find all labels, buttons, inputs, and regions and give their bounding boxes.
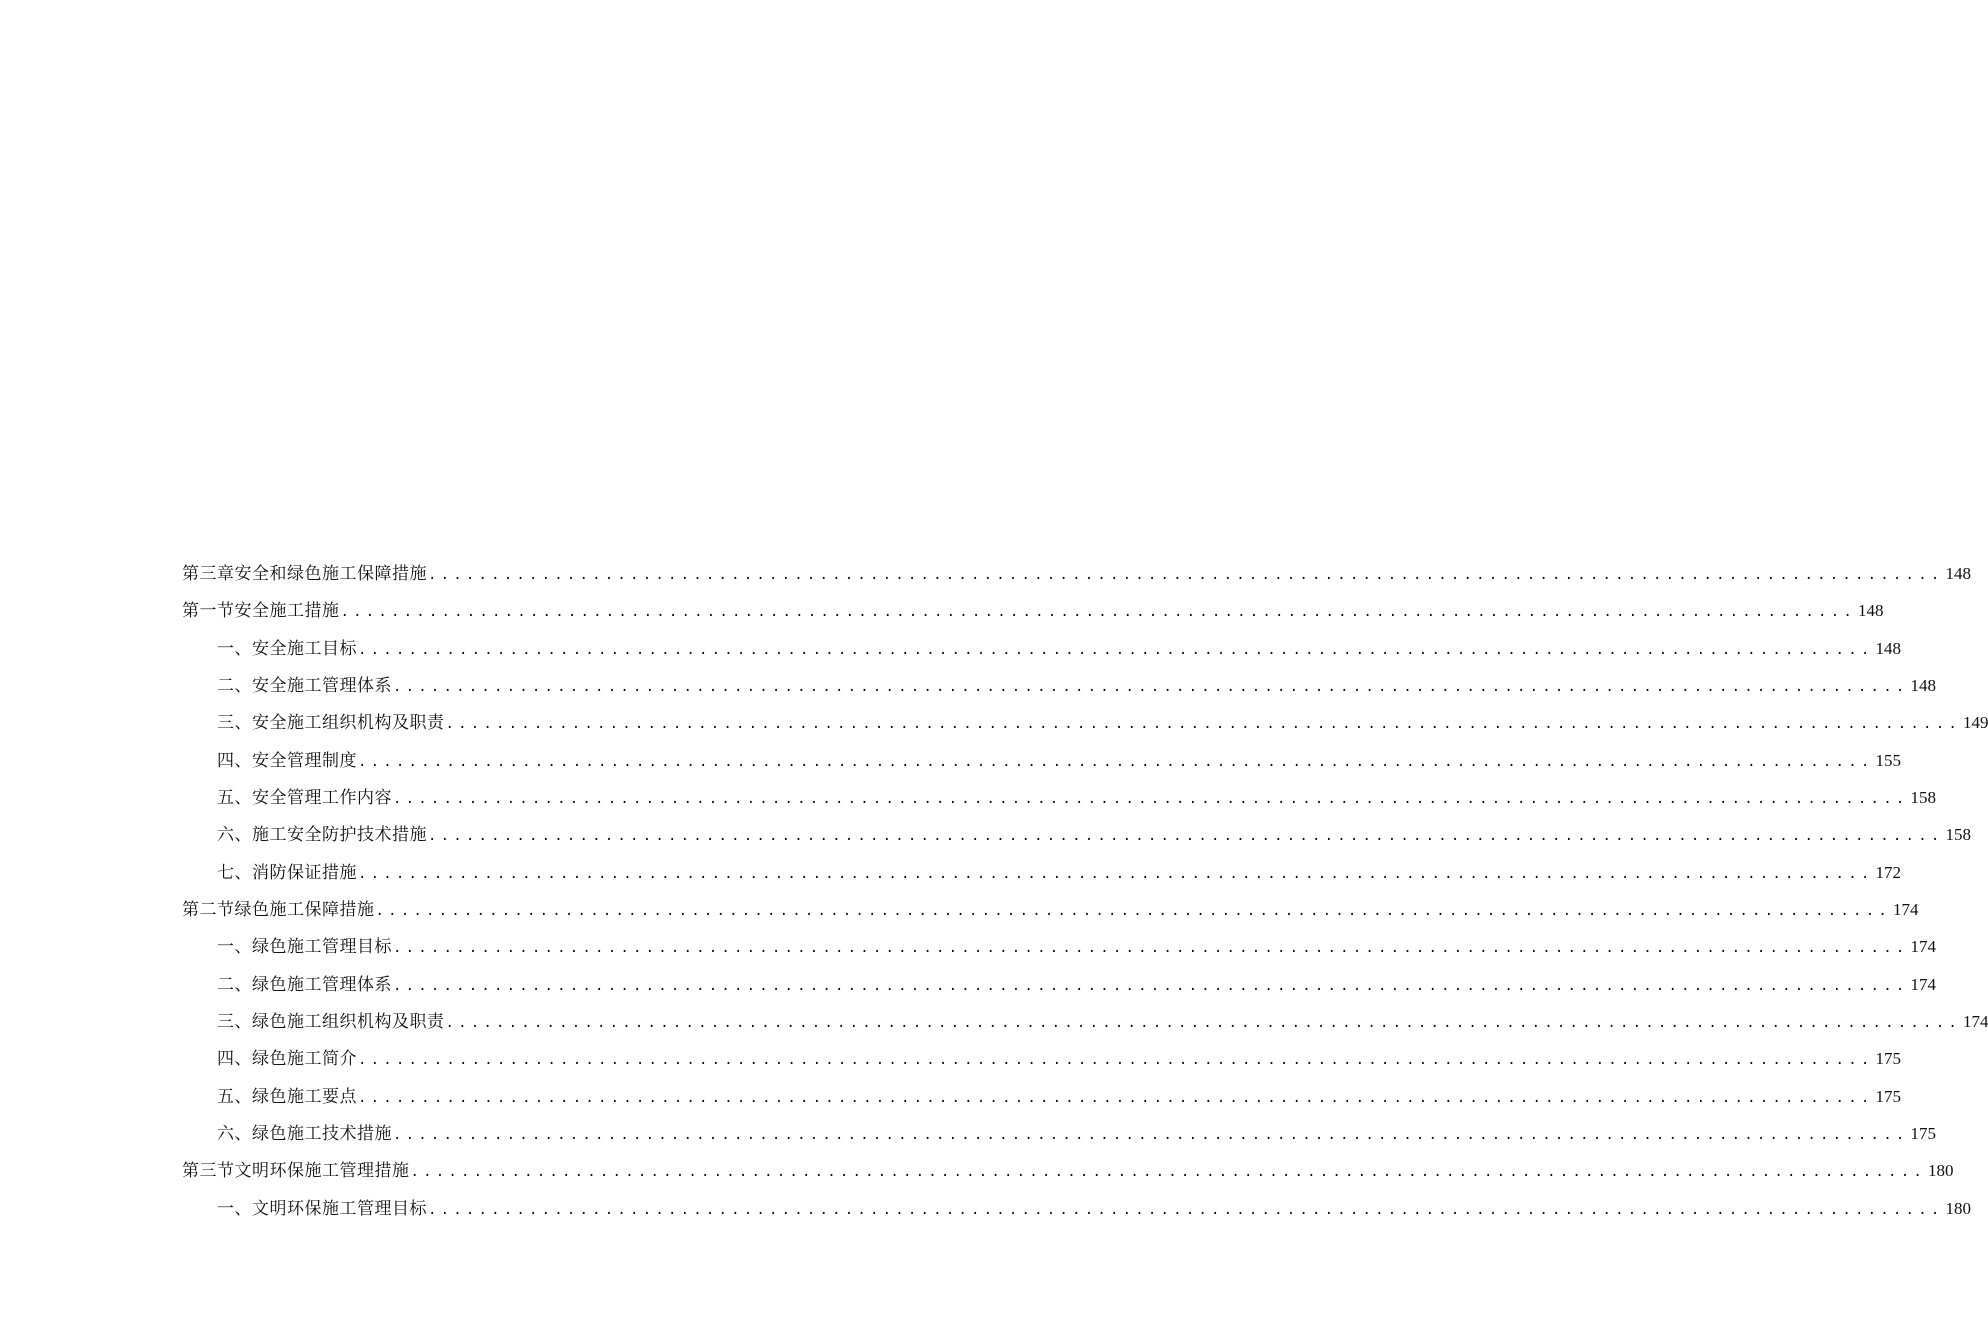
toc-dot-leader: ........................................................................................................................ [428,567,1944,583]
toc-dot-leader: ........................................................................................................................ [375,902,1891,919]
toc-entry[interactable] [182,555,1971,592]
toc-entry-page-number: 180 [1945,1198,1971,1218]
toc-entry[interactable] [182,891,1919,928]
toc-dot-leader: ........................................................................................................................ [340,604,1856,621]
toc-entry-page-number: 175 [1875,1049,1901,1069]
toc-entry-page-number: 148 [1945,564,1971,583]
toc-dot-leader: ........................................................................................................................ [358,641,1874,658]
toc-dot-leader: ........................................................................................................................ [358,1052,1874,1069]
toc-entry[interactable] [182,630,1901,667]
toc-entry-title: 一、绿色施工管理目标 [217,937,392,958]
toc-entry-page-number: 148 [1857,601,1884,621]
toc-dot-leader: ........................................................................................................................ [393,1126,1909,1143]
toc-entry[interactable] [182,854,1901,891]
toc-entry-page-number: 174 [1892,899,1919,919]
toc-entry-title: 三、安全施工组织机构及职责 [217,713,445,734]
toc-entry-title: 二、绿色施工管理体系 [217,974,392,995]
toc-dot-leader: ........................................................................................................................ [445,1014,1961,1031]
toc-entry-title: 四、安全管理制度 [217,750,357,771]
toc-entry[interactable] [182,1152,1954,1189]
toc-dot-leader: ........................................................................................................................ [358,1089,1874,1106]
toc-entry[interactable] [182,1115,1936,1152]
toc-entry-page-number: 149 [1962,713,1988,733]
toc-entry[interactable] [182,816,1971,853]
toc-entry-title: 一、文明环保施工管理目标 [217,1198,427,1219]
toc-entry-page-number: 174 [1910,974,1936,994]
toc-dot-leader: ........................................................................................................................ [358,753,1874,770]
toc-entry[interactable] [182,1078,1901,1115]
toc-entry[interactable] [182,1040,1901,1077]
toc-entry-title: 第三节文明环保施工管理措施 [182,1161,410,1182]
toc-entry-title: 一、安全施工目标 [217,638,357,659]
toc-entry[interactable] [182,779,1936,816]
toc-dot-leader: ........................................................................................................................ [428,828,1944,845]
toc-dot-leader: ........................................................................................................................ [445,716,1961,733]
toc-entry-title: 五、安全管理工作内容 [217,787,392,808]
toc-dot-leader: ........................................................................................................................ [410,1164,1926,1181]
toc-dot-leader: ........................................................................................................................ [393,940,1909,957]
toc-entry-title: 六、绿色施工技术措施 [217,1123,392,1144]
toc-entry-title: 六、施工安全防护技术措施 [217,825,427,846]
toc-dot-leader: ........................................................................................................................ [393,790,1909,807]
toc-entry[interactable] [182,1190,1971,1227]
toc-entry-page-number: 175 [1910,1123,1936,1143]
toc-entry-title: 五、绿色施工要点 [217,1086,357,1107]
toc-entry-title: 第二节绿色施工保障措施 [182,899,375,920]
toc-entry[interactable] [182,966,1936,1003]
toc-entry[interactable] [182,1003,1988,1040]
toc-entry-page-number: 148 [1910,675,1936,695]
toc-entry[interactable] [182,592,1884,629]
toc-entry-title: 二、安全施工管理体系 [217,675,392,696]
toc-entry-page-number: 155 [1875,750,1901,770]
toc-entry-page-number: 180 [1927,1161,1954,1181]
toc-dot-leader: ........................................................................................................................ [358,865,1874,882]
toc-entry-page-number: 158 [1945,825,1971,845]
toc-entry-title: 第一节安全施工措施 [182,601,340,622]
toc-entry[interactable] [182,667,1936,704]
toc-entry-title: 三、绿色施工组织机构及职责 [217,1011,445,1032]
table-of-contents [182,555,1988,1227]
toc-entry-page-number: 172 [1875,862,1901,882]
toc-dot-leader: ........................................................................................................................ [393,977,1909,994]
toc-entry-page-number: 158 [1910,787,1936,807]
toc-entry-page-number: 174 [1910,937,1936,957]
toc-entry-page-number: 148 [1875,638,1901,658]
toc-entry[interactable] [182,704,1988,741]
toc-entry-title: 四、绿色施工简介 [217,1049,357,1070]
toc-entry[interactable] [182,928,1936,965]
toc-entry-page-number: 175 [1875,1086,1901,1106]
toc-entry-title: 第三章安全和绿色施工保障措施 [182,564,427,584]
toc-dot-leader: ........................................................................................................................ [393,678,1909,695]
toc-entry-title: 七、消防保证措施 [217,862,357,883]
toc-dot-leader: ........................................................................................................................ [428,1201,1944,1218]
toc-entry[interactable] [182,742,1901,779]
toc-entry-page-number: 174 [1962,1011,1988,1031]
